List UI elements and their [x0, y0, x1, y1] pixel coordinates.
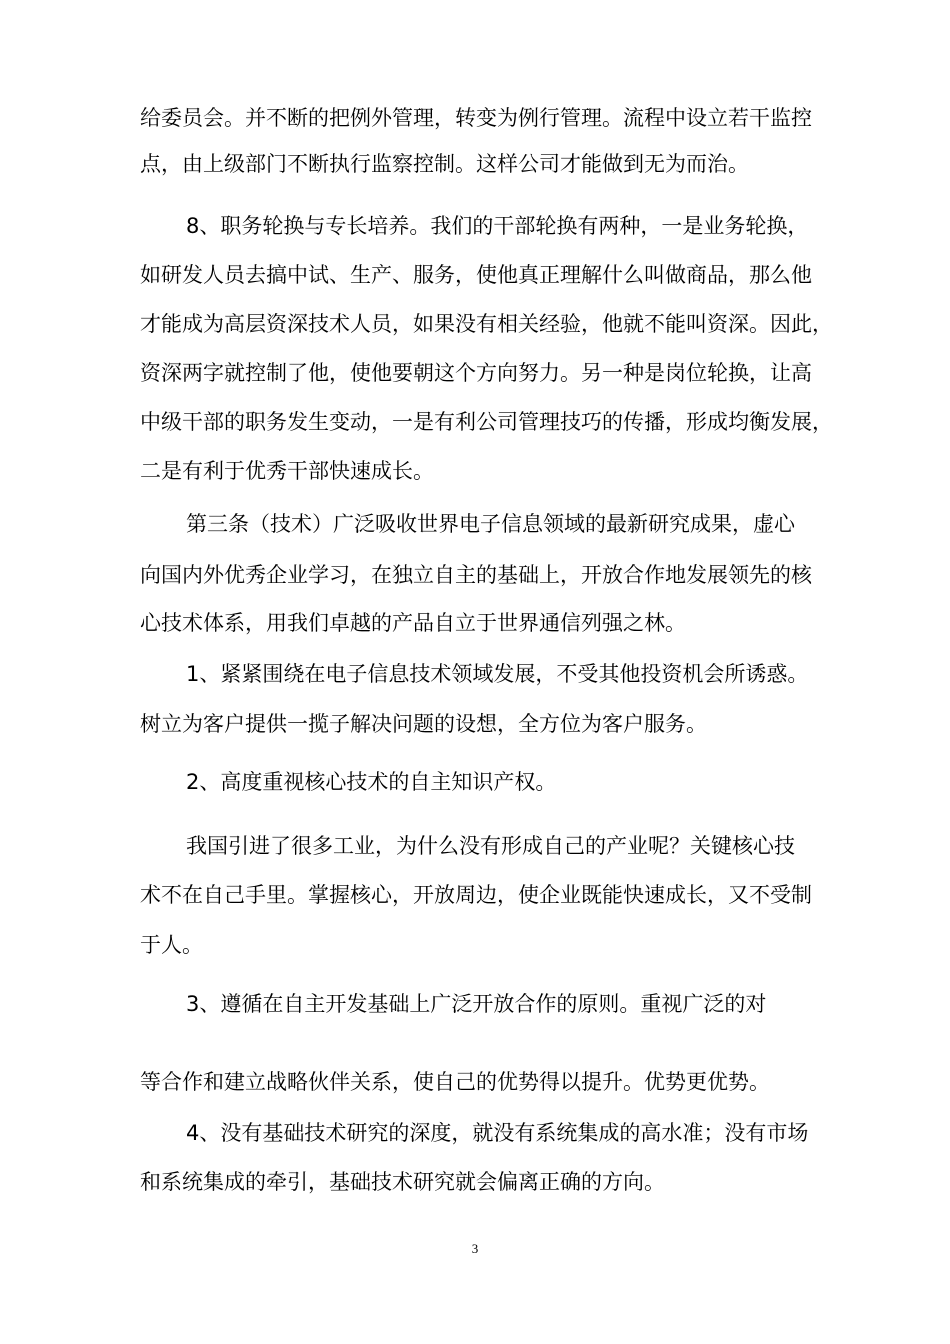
text-line: 我国引进了很多工业，为什么没有形成自己的产业呢？关键核心技 — [186, 834, 795, 858]
text-line: 给委员会。并不断的把例外管理，转变为例行管理。流程中设立若干监控 — [140, 106, 812, 130]
page-number: 3 — [471, 1241, 479, 1256]
text-line: 才能成为高层资深技术人员，如果没有相关经验，他就不能叫资深。因此， — [140, 312, 833, 336]
text-line: 8、职务轮换与专长培养。我们的干部轮换有两种，一是业务轮换， — [186, 214, 809, 238]
text-line: 2、高度重视核心技术的自主知识产权。 — [186, 770, 557, 794]
text-line: 树立为客户提供一揽子解决问题的设想，全方位为客户服务。 — [140, 712, 707, 736]
text-line: 点，由上级部门不断执行监察控制。这样公司才能做到无为而治。 — [140, 152, 749, 176]
text-line: 1、紧紧围绕在电子信息技术领域发展，不受其他投资机会所诱惑。 — [186, 662, 809, 686]
text-line: 中级干部的职务发生变动，一是有利公司管理技巧的传播，形成均衡发展， — [140, 410, 833, 434]
text-line: 如研发人员去搞中试、生产、服务，使他真正理解什么叫做商品，那么他 — [140, 263, 812, 287]
text-line: 术不在自己手里。掌握核心，开放周边，使企业既能快速成长，又不受制 — [140, 883, 812, 907]
text-line: 4、没有基础技术研究的深度，就没有系统集成的高水准；没有市场 — [186, 1121, 809, 1145]
text-line: 3、遵循在自主开发基础上广泛开放合作的原则。重视广泛的对 — [186, 992, 767, 1016]
text-line: 等合作和建立战略伙伴关系，使自己的优势得以提升。优势更优势。 — [140, 1070, 770, 1094]
text-line: 和系统集成的牵引，基础技术研究就会偏离正确的方向。 — [140, 1170, 665, 1194]
text-line: 向国内外优秀企业学习，在独立自主的基础上，开放合作地发展领先的核 — [140, 563, 812, 587]
text-line: 二是有利于优秀干部快速成长。 — [140, 459, 434, 483]
text-line: 第三条（技术）广泛吸收世界电子信息领域的最新研究成果，虚心 — [186, 512, 795, 536]
text-line: 于人。 — [140, 933, 203, 957]
text-line: 心技术体系，用我们卓越的产品自立于世界通信列强之林。 — [140, 611, 686, 635]
text-line: 资深两字就控制了他，使他要朝这个方向努力。另一种是岗位轮换，让高 — [140, 361, 812, 385]
